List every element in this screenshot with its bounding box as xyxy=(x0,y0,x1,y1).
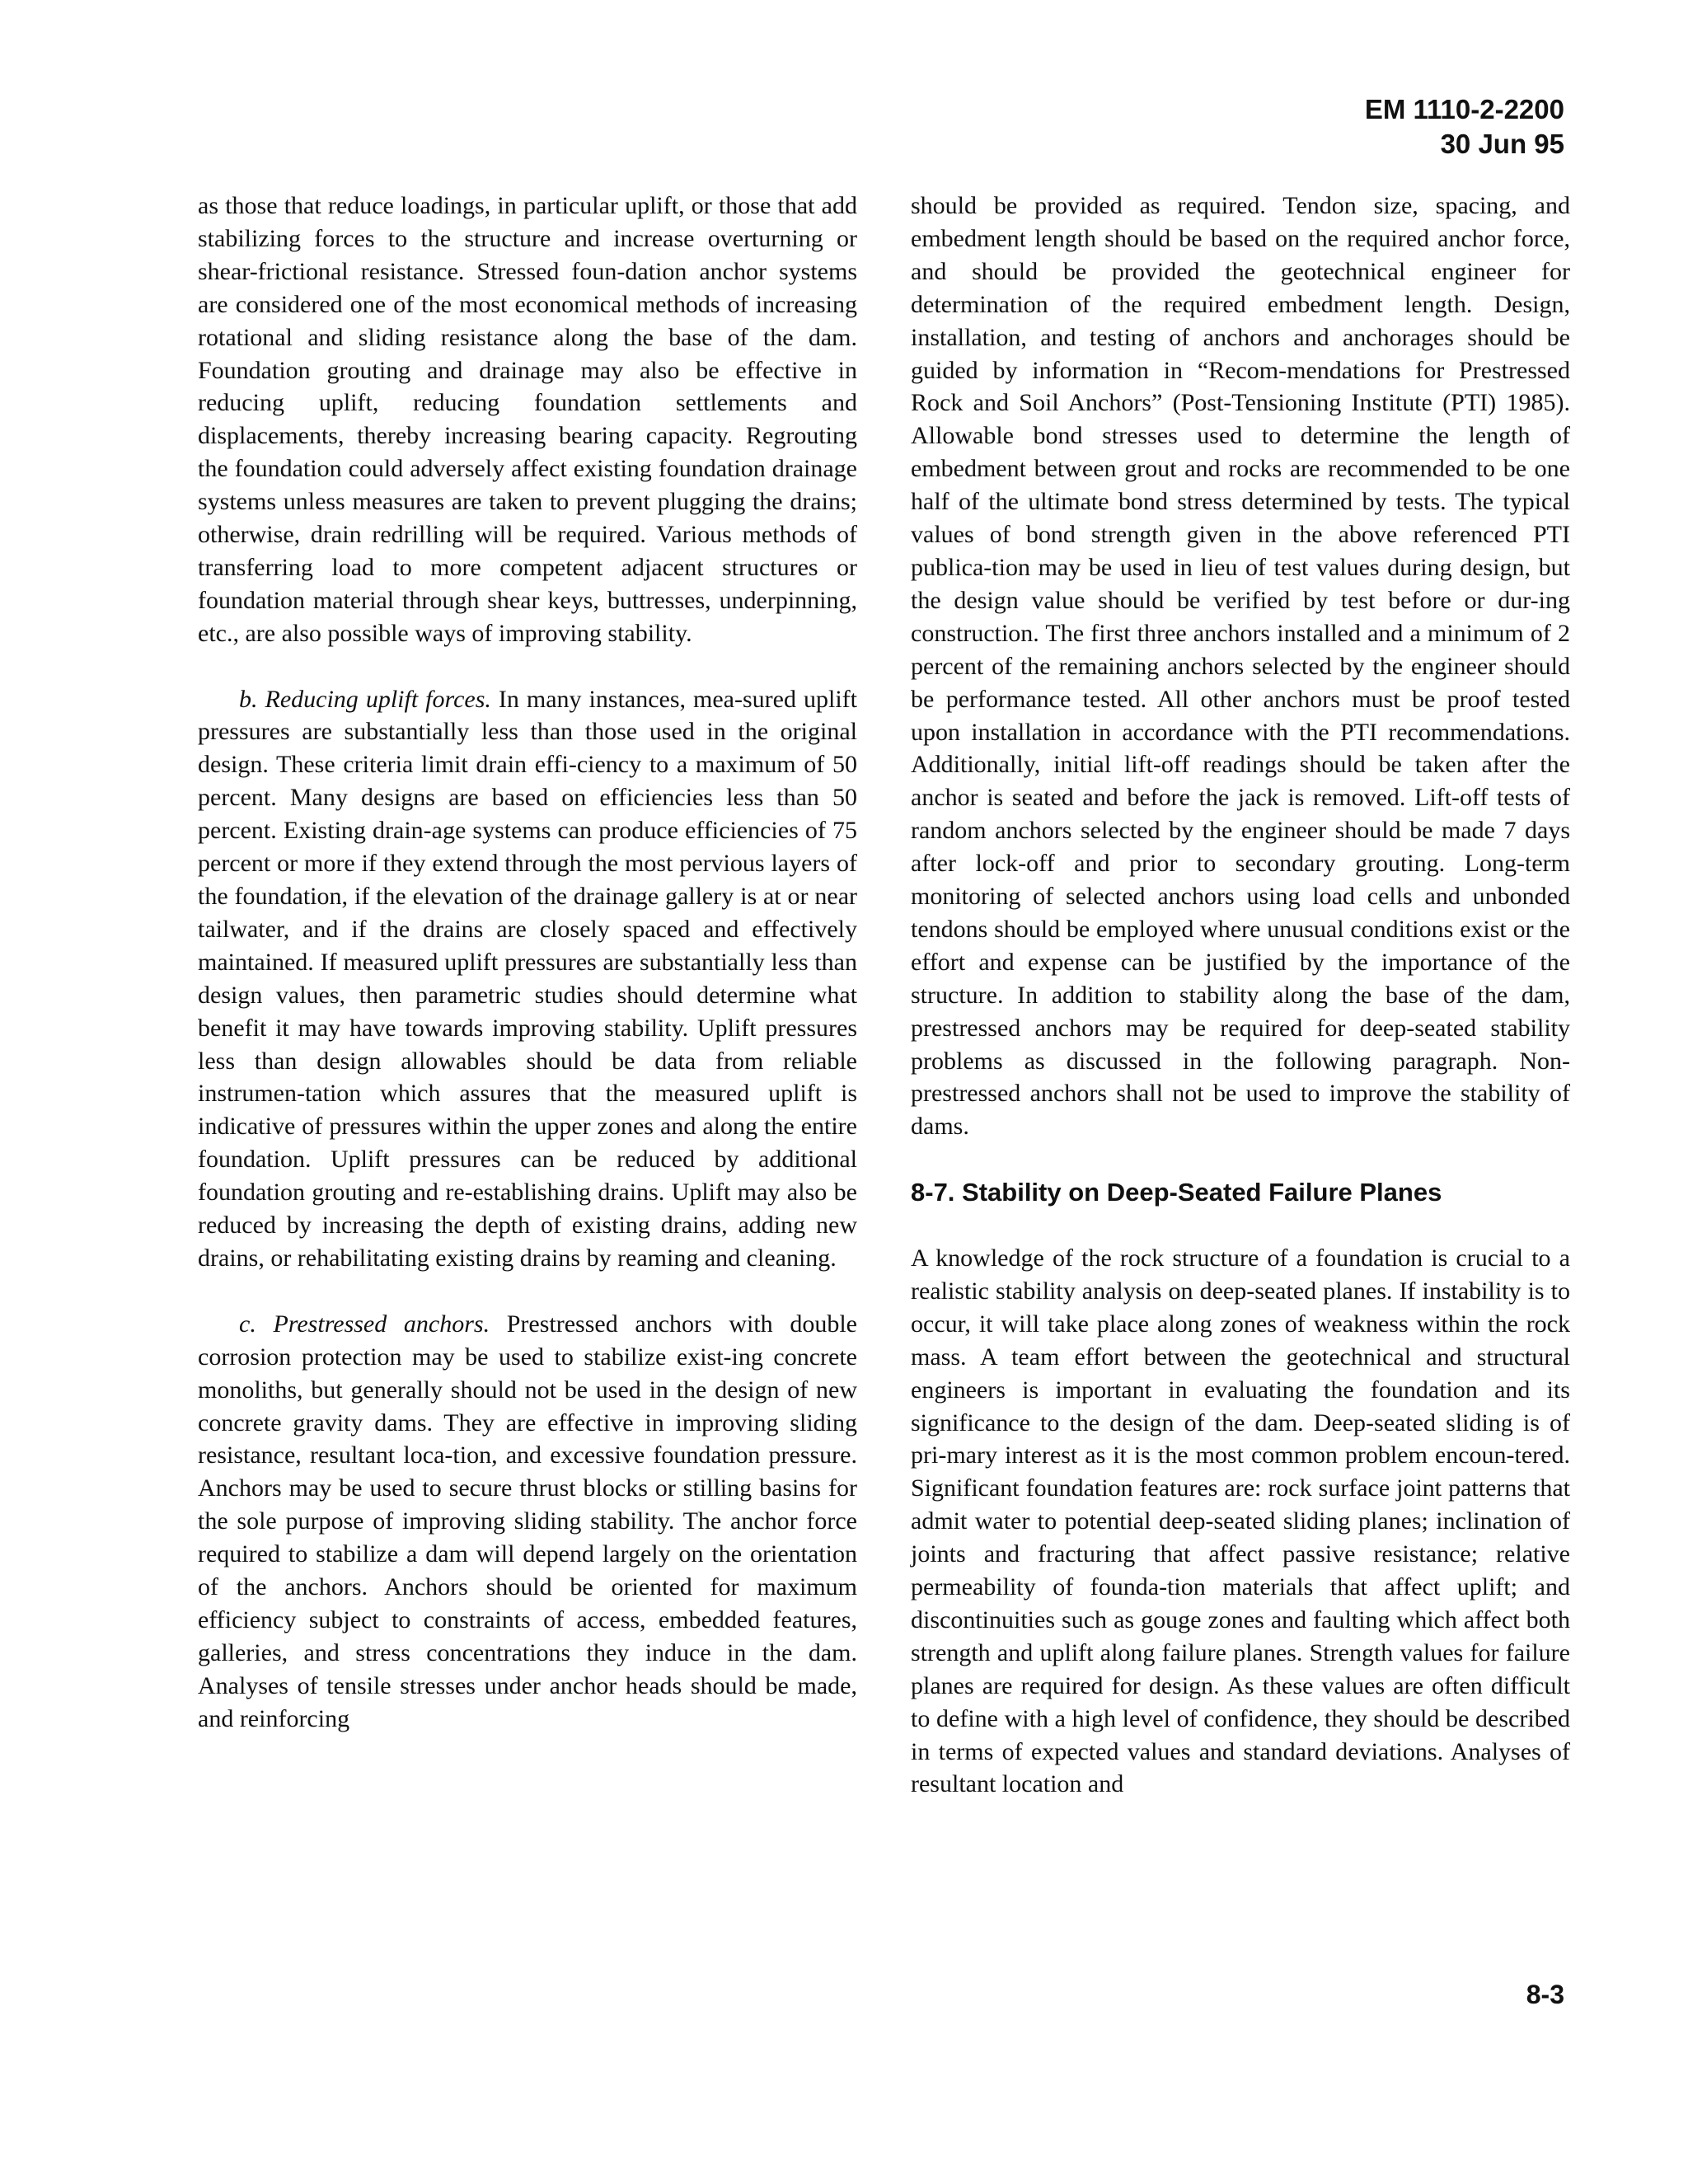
paragraph-prestressed-anchors xyxy=(198,1308,857,1736)
paragraph-body-reducing-uplift: In many instances, mea-sured uplift pressures are substantially less than those used in the original design. These criteria limit drain effi-ciency to a maximum of 50 percent. Many designs are based on efficiencies less than 50 percent. Existing drain-age systems can produce efficiencies of 75 percent or more if they extend through the most pervious layers of the foundation, if the elevation of the drainage gallery is at or near tailwater, and if the drains are closely spaced and effectively maintained. If measured uplift pressures are substantially less than design values, then parametric studies should determine what benefit it may have towards improving stability. Uplift pressures less than design allowables should be data from reliable instrumen-tation which assures that the measured uplift is indicative of pressures within the upper zones and along the entire foundation. Uplift pressures can be reduced by additional foundation grouting and re-establishing drains. Uplift may also be reduced by increasing the depth of existing drains, adding new drains, or rehabilitating existing drains by reaming and cleaning. xyxy=(198,685,857,1272)
right-column xyxy=(911,190,1570,1834)
document-header xyxy=(1365,92,1564,162)
document-number: EM 1110-2-2200 xyxy=(1364,94,1564,124)
left-column xyxy=(198,190,857,1768)
section-heading: 8-7. Stability on Deep-Seated Failure Planes xyxy=(911,1178,1442,1207)
paragraph-reducing-uplift xyxy=(198,683,857,1275)
page-number: 8-3 xyxy=(1526,1980,1564,2009)
paragraph-body-prestressed-anchors: Prestressed anchors with double corrosion protection may be used to stabilize exist-ing concrete monoliths, but generally should not be used in the design of new concrete gravity dams. They are effective in improving sliding resistance, resultant loca-tion, and excessive foundation pressure. Anchors may be used to secure thrust blocks or stilling basins for the sole purpose of improving sliding stability. The anchor force required to stabilize a dam will depend largely on the orientation of the anchors. Anchors should be oriented for maximum efficiency subject to constraints of access, embedded features, galleries, and stress concentrations they induce in the dam. Analyses of tensile stresses under anchor heads should be made, and reinforcing xyxy=(198,1310,857,1732)
paragraph-lead-reducing-uplift: b. Reducing uplift forces. xyxy=(239,685,491,713)
document-date: 30 Jun 95 xyxy=(1440,129,1564,159)
paragraph-lead-prestressed-anchors: c. Prestressed anchors. xyxy=(239,1310,490,1338)
paragraph-anchor-design: should be provided as required. Tendon size, spacing, and embedment length should be based on the required anchor force, and should be provided the geotechnical engineer for determination of the required embedment length. Design, installation, and testing of anchors and anchorages should be guided by information in “Recom-mendations for Prestressed Rock and Soil Anchors” (Post-Tensioning Institute (PTI) 1985). Allowable bond stresses used to determine the length of embedment between grout and rocks are recommended to be one half of the ultimate bond stress determined by tests. The typical values of bond strength given in the above referenced PTI publica-tion may be used in lieu of test values during design, but the design value should be verified by test before or dur-ing construction. The first three anchors installed and a minimum of 2 percent of the remaining anchors selected by the engineer should be performance tested. All other anchors must be proof tested upon installation in accordance with the PTI recommendations. Additionally, initial lift-off readings should be taken after the anchor is seated and before the jack is removed. Lift-off tests of random anchors selected by the engineer should be made 7 days after lock-off and prior to secondary grouting. Long-term monitoring of selected anchors using load cells and unbonded tendons should be employed where unusual conditions exist or the effort and expense can be justified by the importance of the structure. In addition to stability along the base of the dam, prestressed anchors may be required for deep-seated stability problems as discussed in the following paragraph. Non-prestressed anchors shall not be used to improve the stability of dams. xyxy=(911,192,1570,1141)
paragraph-deep-seated: A knowledge of the rock structure of a foundation is crucial to a realistic stability analysis on deep-seated planes. If instability is to occur, it will take place along zones of weakness within the rock mass. A team effort between the geotechnical and structural engineers is important in evaluating the foundation and its significance to the design of the dam. Deep-seated sliding is of pri-mary interest as it is the most common problem encoun-tered. Significant foundation features are: rock surface joint patterns that admit water to potential deep-seated sliding planes; inclination of joints and fracturing that affect passive resistance; relative permeability of founda-tion materials that affect uplift; and discontinuities such as gouge zones and faulting which affect both strength and uplift along failure planes. Strength values for failure planes are required for design. As these values are often difficult to define with a high level of confidence, they should be described in terms of expected values and standard deviations. Analyses of resultant location and xyxy=(911,1244,1570,1798)
paragraph-continuation: as those that reduce loadings, in particular uplift, or those that add stabilizing forces to the structure and increase overturning or shear-frictional resistance. Stressed foun-dation anchor systems are considered one of the most economical methods of increasing rotational and sliding resistance along the base of the dam. Foundation grouting and drainage may also be effective in reducing uplift, reducing foundation settlements and displacements, thereby increasing bearing capacity. Regrouting the foundation could adversely affect existing foundation drainage systems unless measures are taken to prevent plugging the drains; otherwise, drain redrilling will be required. Various methods of transferring load to more competent adjacent structures or foundation material through shear keys, buttresses, underpinning, etc., are also possible ways of improving stability. xyxy=(198,192,857,647)
